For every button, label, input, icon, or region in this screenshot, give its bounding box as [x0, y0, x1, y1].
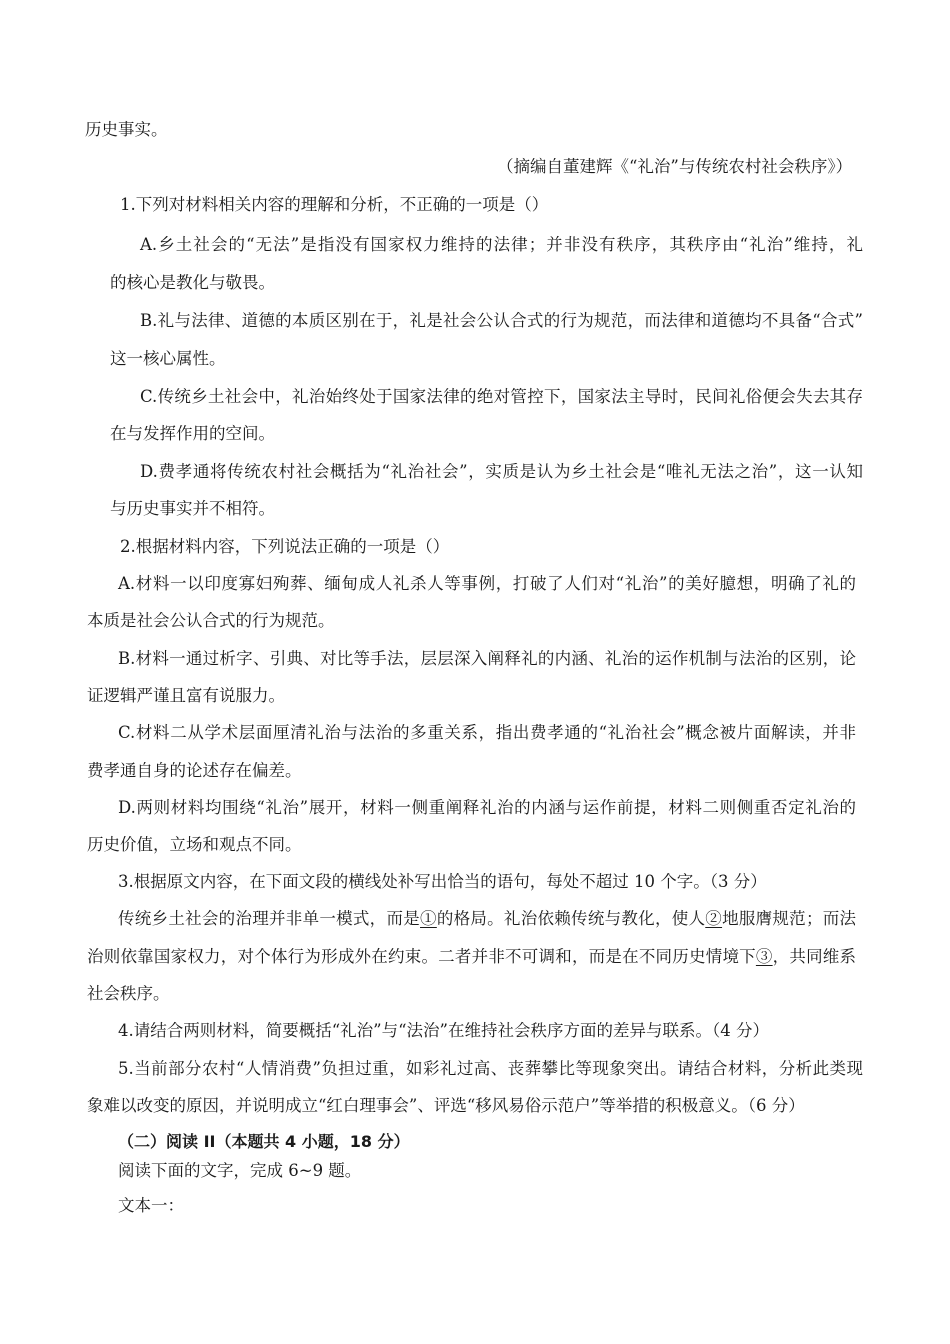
q3-passage-text: ，共同维系: [772, 947, 857, 966]
q2-option-c: C.材料二从学术层面厘清礼治与法治的多重关系，指出费孝通的“礼治社会”概念被片面解读，并非: [118, 723, 856, 742]
q2-option-b-cont: 证逻辑严谨且富有说服力。: [87, 686, 285, 705]
q2-option-c-cont: 费孝通自身的论述存在偏差。: [87, 761, 302, 780]
q2-option-d-cont: 历史价值，立场和观点不同。: [87, 835, 302, 854]
q1-stem: 1.下列对材料相关内容的理解和分析，不正确的一项是（）: [120, 195, 549, 214]
q2-option-b: B.材料一通过析字、引典、对比等手法，层层深入阐释礼的内涵、礼治的运作机制与法治的区别，论: [118, 649, 856, 668]
q1-option-d: D.费孝通将传统农村社会概括为“礼治社会”，实质是认为乡土社会是“唯礼无法之治”，这一认知: [140, 462, 863, 481]
q2-option-a: A.材料一以印度寡妇殉葬、缅甸成人礼杀人等事例，打破了人们对“礼治”的美好臆想，明确了礼的: [118, 574, 856, 593]
reading-instruction: 阅读下面的文字，完成 6~9 题。: [118, 1161, 362, 1180]
text-one-label: 文本一：: [118, 1196, 184, 1215]
q1-option-c-cont: 在与发挥作用的空间。: [110, 424, 275, 443]
q1-option-d-cont: 与历史事实并不相符。: [110, 499, 275, 518]
q4-stem: 4.请结合两则材料，简要概括“礼治”与“法治”在维持社会秩序方面的差异与联系。（4 分）: [118, 1021, 769, 1040]
q5-stem: 5.当前部分农村“人情消费”负担过重，如彩礼过高、丧葬攀比等现象突出。请结合材料，分析此类现: [118, 1059, 863, 1078]
q3-passage-text: 治则依靠国家权力，对个体行为形成外在约束。二者并非不可调和，而是在不同历史情境下: [87, 947, 756, 966]
q1-option-a: A.乡土社会的“无法”是指没有国家权力维持的法律；并非没有秩序，其秩序由“礼治”维持，礼: [140, 235, 863, 254]
section-heading: （二）阅读 II（本题共 4 小题，18 分）: [118, 1132, 410, 1151]
q1-option-c: C.传统乡土社会中，礼治始终处于国家法律的绝对管控下，国家法主导时，民间礼俗便会失去其存: [140, 387, 863, 406]
q3-passage-line-3: 社会秩序。: [87, 984, 170, 1003]
q3-stem: 3.根据原文内容，在下面文段的横线处补写出恰当的语句，每处不超过 10 个字。（3 分）: [118, 872, 767, 891]
q2-option-d: D.两则材料均围绕“礼治”展开，材料一侧重阐释礼治的内涵与运作前提，材料二则侧重否定礼治的: [118, 798, 856, 817]
carryover-text: 历史事实。: [85, 120, 168, 139]
q2-stem: 2.根据材料内容，下列说法正确的一项是（）: [120, 537, 450, 556]
q3-passage-text: 地服膺规范；而法: [722, 909, 857, 928]
blank-3-marker: ③: [755, 947, 773, 966]
blank-1-marker: ①: [420, 909, 437, 928]
q3-passage-text: 传统乡土社会的治理并非单一模式，而是: [118, 909, 421, 928]
q1-option-b: B.礼与法律、道德的本质区别在于，礼是社会公认合式的行为规范，而法律和道德均不具备“合式”: [140, 311, 863, 330]
q3-passage-line-2: [87, 946, 856, 968]
q1-option-b-cont: 这一核心属性。: [110, 349, 226, 368]
citation: （摘编自董建辉《“礼治”与传统农村社会秩序》）: [497, 157, 853, 176]
blank-2-marker: ②: [705, 909, 723, 928]
q3-passage-text: 的格局。礼治依赖传统与教化，使人: [436, 909, 706, 928]
q2-option-a-cont: 本质是社会公认合式的行为规范。: [87, 611, 335, 630]
q1-option-a-cont: 的核心是教化与敬畏。: [110, 273, 275, 292]
q5-stem-cont: 象难以改变的原因，并说明成立“红白理事会”、评选“移风易俗示范户”等举措的积极意义。（6 分）: [87, 1096, 805, 1115]
q3-passage-line-1: [118, 908, 856, 930]
